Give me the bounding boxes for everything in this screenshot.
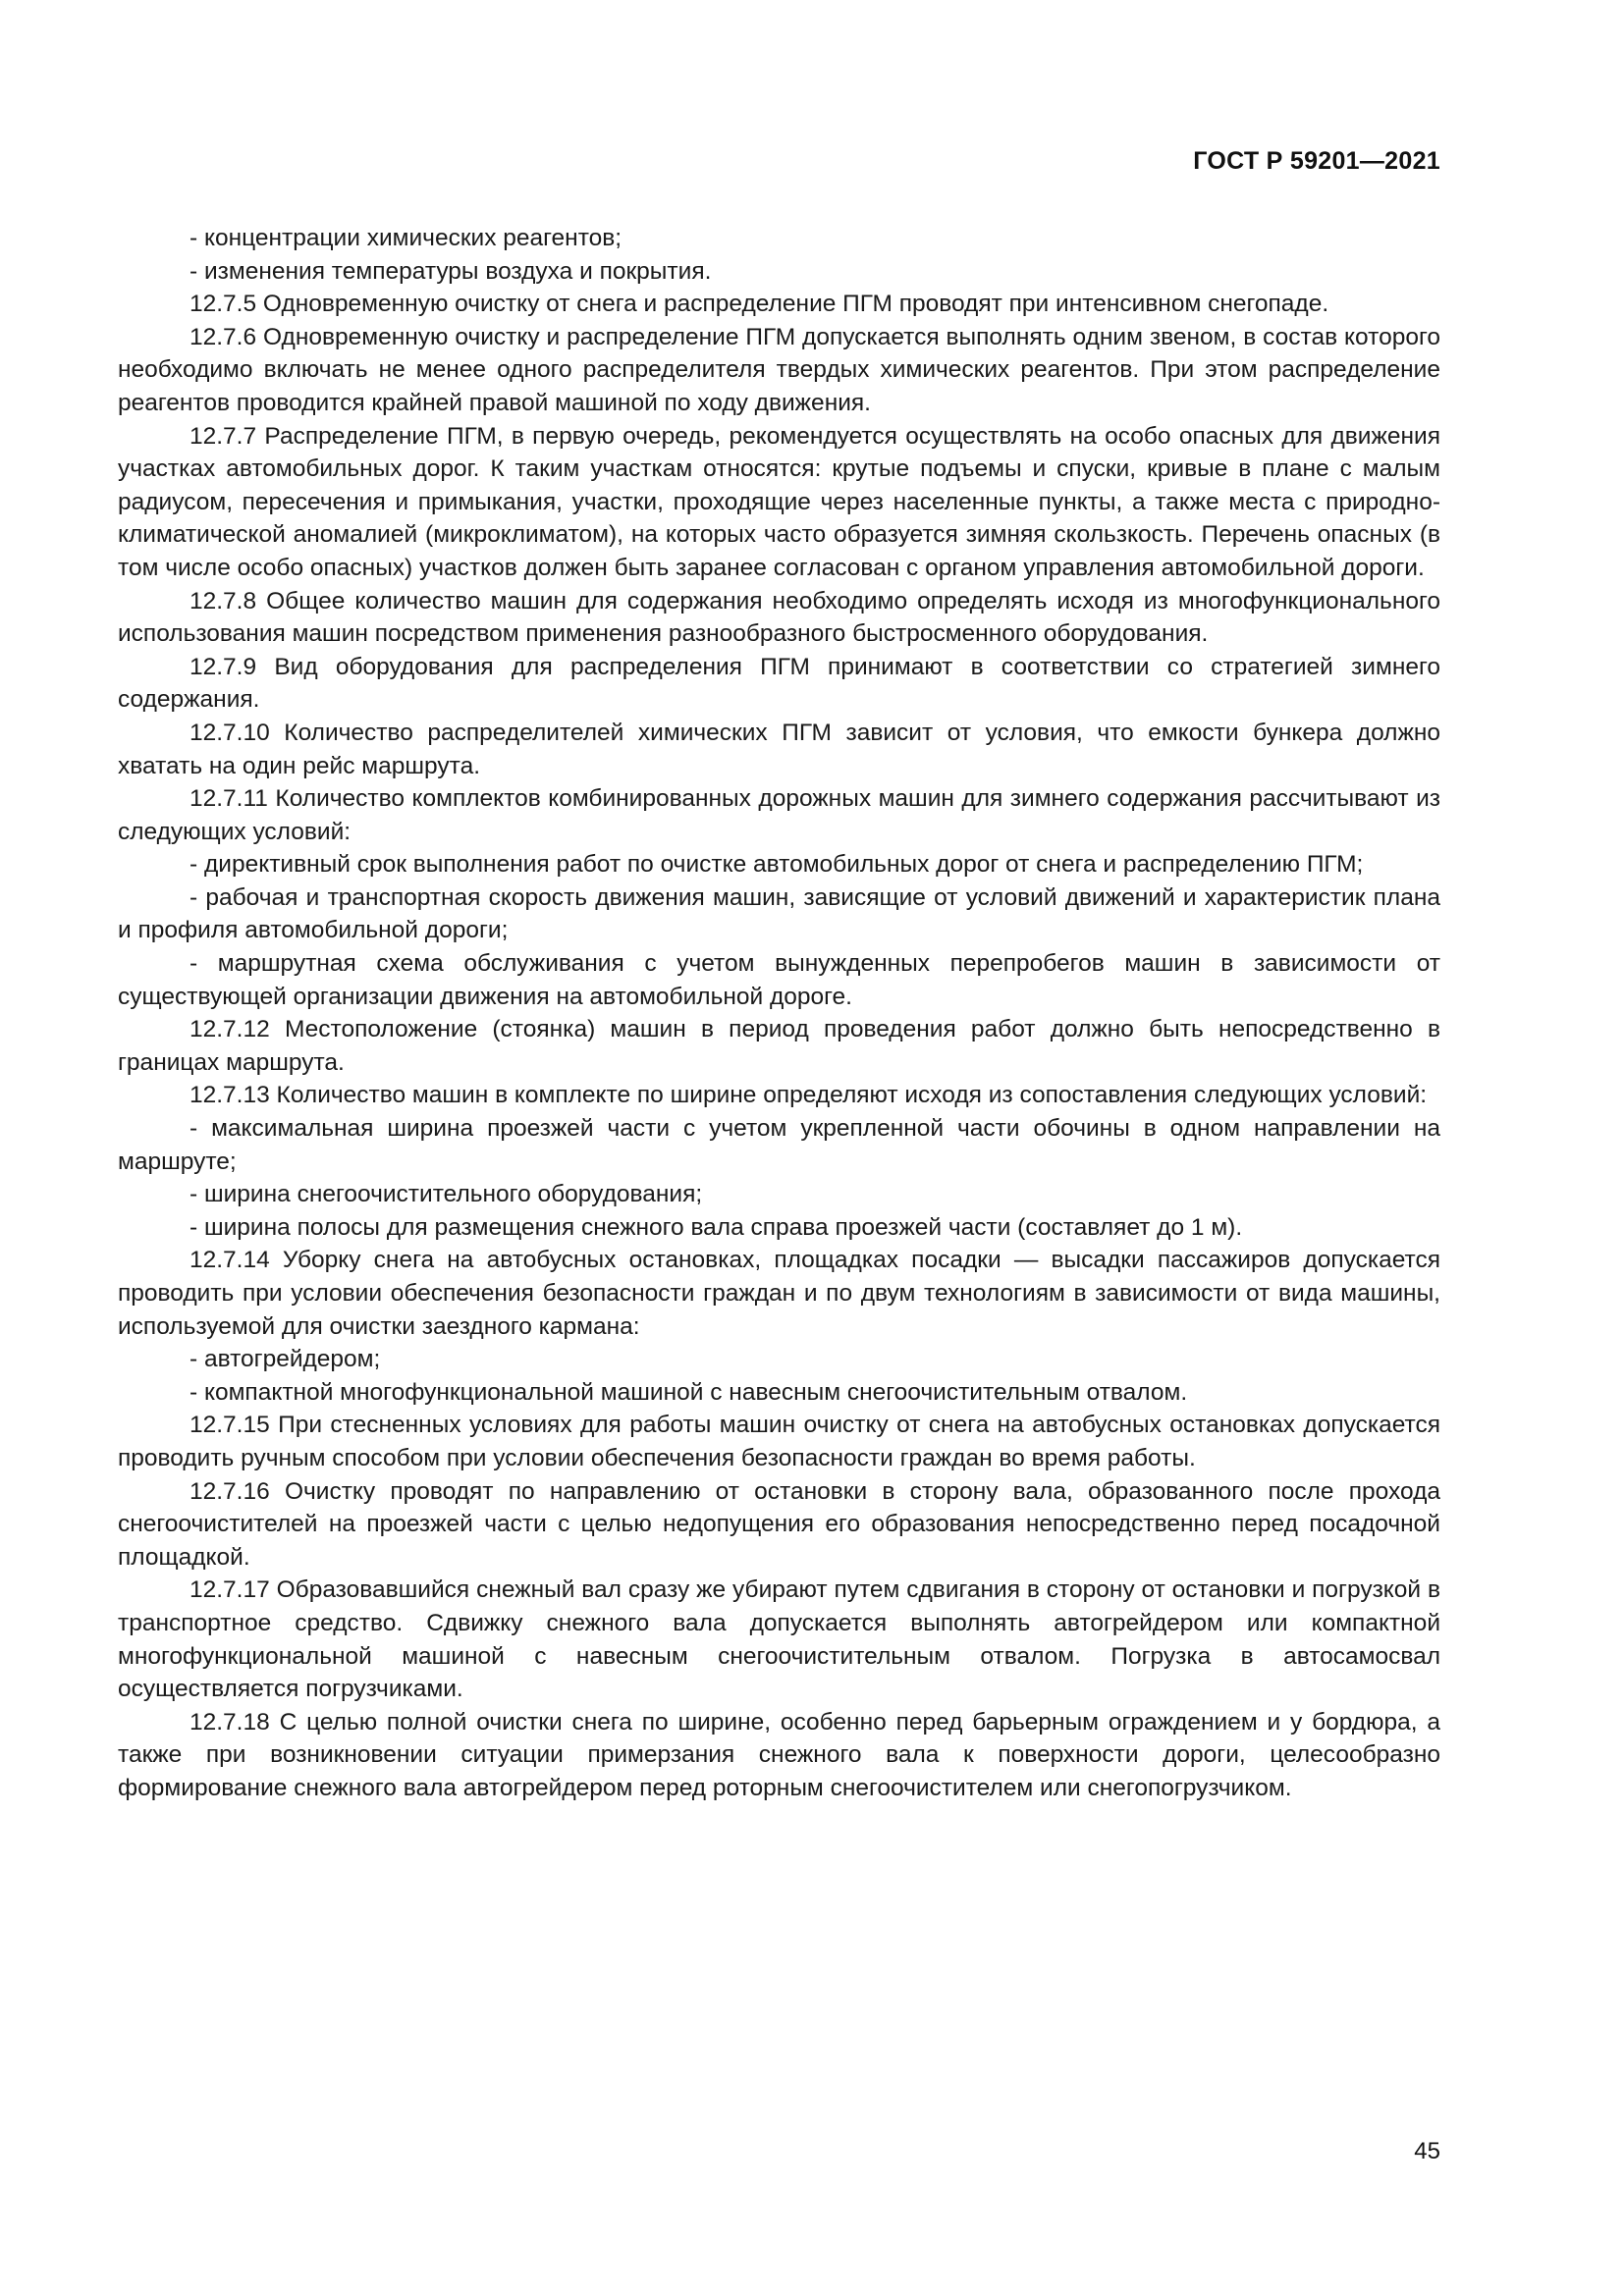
paragraph: - компактной многофункциональной машиной с навесным снегоочистительным отвалом. xyxy=(189,1378,1188,1406)
paragraph: 12.7.15 При стесненных условиях для работы машин очистку от снега на автобусных остановках допускается проводить ручным способом при условии обеспечения безопасности граждан во время работы. xyxy=(118,1412,1440,1471)
paragraph: 12.7.12 Местоположение (стоянка) машин в период проведения работ должно быть непосредственно в границах маршрута. xyxy=(118,1016,1440,1076)
paragraph: - директивный срок выполнения работ по очистке автомобильных дорог от снега и распределению ПГМ; xyxy=(189,851,1364,879)
document-id-header: ГОСТ Р 59201—2021 xyxy=(1193,147,1440,175)
paragraph: 12.7.17 Образовавшийся снежный вал сразу же убирают путем сдвигания в сторону от остановки и погрузкой в транспортное средство. Сдвижку снежного вала допускается выполнять автогрейдером или компактной многофункциональной машиной с навесным снегоочистительным отвалом. Погрузка в автосамосвал осуществляется погрузчиками. xyxy=(118,1576,1440,1703)
paragraph: - изменения температуры воздуха и покрытия. xyxy=(189,257,712,285)
document-body xyxy=(118,222,1440,1805)
paragraph: 12.7.14 Уборку снега на автобусных остановках, площадках посадки — высадки пассажиров допускается проводить при условии обеспечения безопасности граждан и по двум технологиям в зависимости от вида машины, используемой для очистки заездного кармана: xyxy=(118,1247,1440,1340)
paragraph: 12.7.8 Общее количество машин для содержания необходимо определять исходя из многофункционального использования машин посредством применения разнообразного быстросменного оборудования. xyxy=(118,587,1440,648)
paragraph: 12.7.5 Одновременную очистку от снега и распределение ПГМ проводят при интенсивном снегопаде. xyxy=(189,291,1329,318)
paragraph: - автогрейдером; xyxy=(189,1346,381,1373)
paragraph: - концентрации химических реагентов; xyxy=(189,225,623,251)
paragraph: 12.7.6 Одновременную очистку и распределение ПГМ допускается выполнять одним звеном, в состав которого необходимо включать не менее одного распределителя твердых химических реагентов. При этом распределение реагентов проводится крайней правой машиной по ходу движения. xyxy=(118,323,1440,416)
paragraph: - максимальная ширина проезжей части с учетом укрепленной части обочины в одном направлении на маршруте; xyxy=(118,1115,1440,1175)
paragraph: 12.7.10 Количество распределителей химических ПГМ зависит от условия, что емкости бункера должно хватать на один рейс маршрута. xyxy=(118,719,1440,779)
paragraph: 12.7.16 Очистку проводят по направлению от остановки в сторону вала, образованного после прохода снегоочистителей на проезжей части с целью недопущения его образования непосредственно перед посадочной площадкой. xyxy=(118,1477,1440,1571)
paragraph: 12.7.7 Распределение ПГМ, в первую очередь, рекомендуется осуществлять на особо опасных для движения участках автомобильных дорог. К таким участкам относятся: крутые подъемы и спуски, кривые в плане с малым радиусом, пересечения и примыкания, участки, проходящие через населенные пункты, а также места с природно-климатической аномалией (микроклиматом), на которых часто образуется зимняя скользкость. Перечень опасных (в том числе особо опасных) участков должен быть заранее согласован с органом управления автомобильной дороги. xyxy=(118,422,1440,581)
paragraph: - ширина полосы для размещения снежного вала справа проезжей части (составляет до 1 м). xyxy=(189,1213,1243,1241)
paragraph: - рабочая и транспортная скорость движения машин, зависящие от условий движений и характеристик плана и профиля автомобильной дороги; xyxy=(118,883,1440,944)
paragraph: 12.7.18 С целью полной очистки снега по ширине, особенно перед барьерным ограждением и у бордюра, а также при возникновении ситуации примерзания снежного вала к поверхности дороги, целесообразно формирование снежного вала автогрейдером перед роторным снегоочистителем или снегопогрузчиком. xyxy=(118,1708,1440,1801)
paragraph: 12.7.9 Вид оборудования для распределения ПГМ принимают в соответствии со стратегией зимнего содержания. xyxy=(118,653,1440,714)
paragraph: 12.7.13 Количество машин в комплекте по ширине определяют исходя из сопоставления следующих условий: xyxy=(189,1082,1428,1109)
page-number: 45 xyxy=(1414,2138,1440,2164)
paragraph: - маршрутная схема обслуживания с учетом вынужденных перепробегов машин в зависимости от существующей организации движения на автомобильной дороге. xyxy=(118,950,1440,1010)
paragraph: - ширина снегоочистительного оборудования; xyxy=(189,1181,703,1208)
paragraph: 12.7.11 Количество комплектов комбинированных дорожных машин для зимнего содержания рассчитывают из следующих условий: xyxy=(118,785,1440,845)
